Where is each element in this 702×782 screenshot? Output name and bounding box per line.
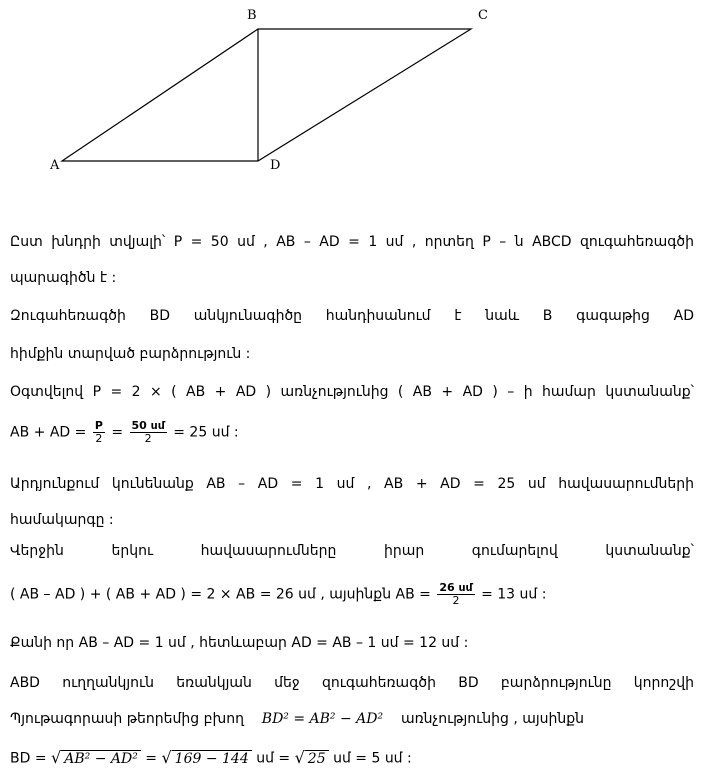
- sqrt-ab2-ad2: √ AB² − AD²: [51, 748, 141, 769]
- text-line-10: [10, 582, 694, 607]
- formula-ab-plus-ad: AB + AD =: [10, 424, 87, 441]
- text-line-11: Քանի որ AB – AD = 1 սմ , հետևաբար AD = AB – 1 սմ = 12 սմ :: [10, 635, 469, 651]
- result-13: = 13 սմ :: [481, 586, 547, 603]
- sum-equation: ( AB – AD ) + ( AB + AD ) = 2 × AB = 26 սմ , այսինքն AB =: [10, 586, 431, 603]
- result-25: = 25 սմ :: [173, 424, 239, 441]
- text-line-14: [10, 748, 694, 769]
- text-line-8: համակարգը :: [10, 512, 114, 528]
- parallelogram-figure: [0, 0, 702, 190]
- vertex-label-d: D: [270, 158, 281, 173]
- fraction-26-over-2: $\frac{\text{26 սմ}}{2}$: [439, 581, 473, 607]
- equals-sign-2: =: [145, 750, 158, 767]
- equals-sign: =: [111, 424, 124, 441]
- fraction-50-over-2: $\frac{\text{50 սմ}}{2}$: [131, 419, 165, 445]
- text-line-1: Ըստ խնդրի տվյալի՝ P = 50 սմ , AB – AD = 1 սմ , որտեղ P – ն ABCD զուգահեռագծի: [10, 234, 694, 250]
- text-line-2: պարագիծն է :: [10, 270, 117, 286]
- text-line-13: [10, 709, 694, 729]
- pythagoras-text: Պյութագորասի թեորեմից բխող: [10, 711, 244, 727]
- vertex-label-a: A: [50, 158, 60, 173]
- text-line-5: Օգտվելով P = 2 × ( AB + AD ) առնչությունից ( AB + AD ) – ի համար կստանանք՝: [10, 384, 694, 400]
- bd-equals: BD =: [10, 750, 47, 767]
- sqrt-169-144: √ 169 − 144: [161, 748, 251, 769]
- vertex-label-c: C: [478, 8, 488, 23]
- unit-equals: սմ =: [256, 750, 291, 767]
- text-line-7: Արդյունքում կունենանք AB – AD = 1 սմ , AB + AD = 25 սմ հավասարումների: [10, 476, 694, 492]
- text-line-4: հիմքին տարված բարձրություն :: [10, 346, 251, 362]
- sqrt-25: √ 25: [295, 748, 329, 769]
- text-line-12: ABD ուղղանկյուն եռանկյան մեջ զուգահեռագծի BD բարձրությունը կորոշվի: [10, 675, 694, 691]
- result-5: սմ = 5 սմ :: [333, 750, 412, 767]
- pythagoras-text-end: առնչությունից , այսինքն: [400, 711, 585, 727]
- pythagoras-formula: BD² = AB² − AD²: [261, 711, 384, 727]
- text-line-6: [10, 420, 694, 445]
- parallelogram-abcd: [62, 29, 471, 161]
- fraction-p-over-2: $\frac{P}{2}$: [94, 419, 103, 445]
- vertex-label-b: B: [247, 8, 257, 23]
- text-line-3: Զուգահեռագծի BD անկյունագիծը հանդիսանում է նաև B գագաթից AD: [10, 308, 694, 324]
- text-line-9: Վերջին երկու հավասարումները իրար գումարելով կստանանք՝: [10, 543, 694, 559]
